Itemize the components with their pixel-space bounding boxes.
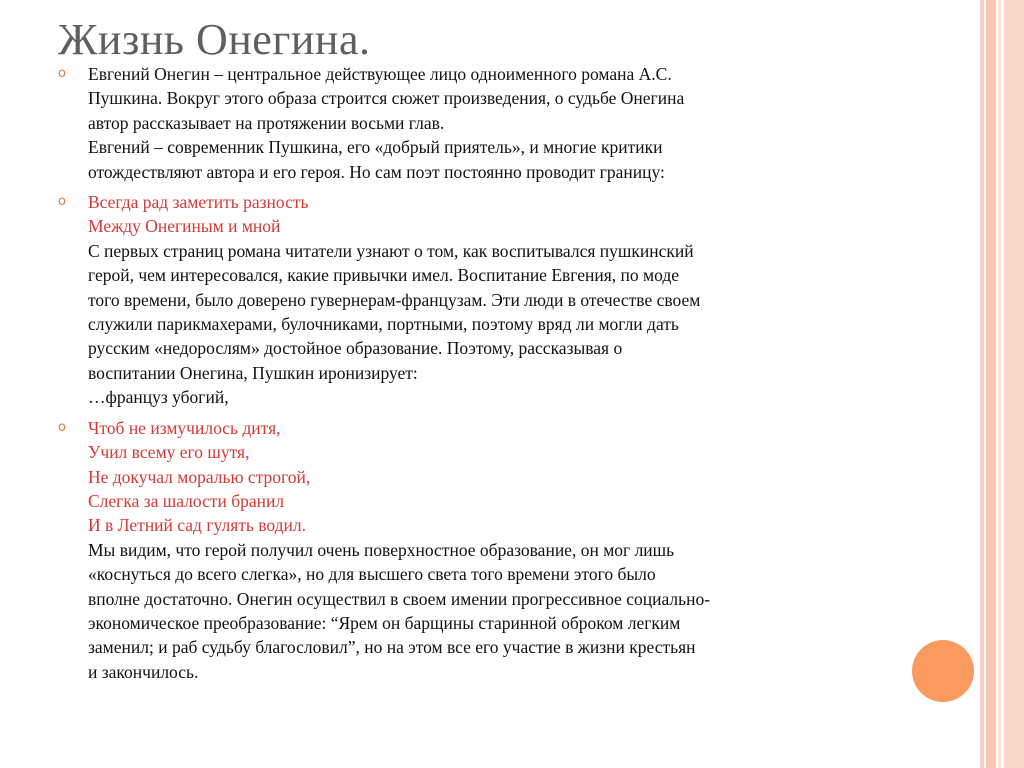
text-line: …француз убогий, [88,387,229,408]
text-line: С первых страниц романа читатели узнают о том, как воспитывался пушкинский [88,240,694,261]
text-line: Мы видим, что герой получил очень поверхностное образование, он мог лишь [88,539,675,560]
decorative-stripe [1004,0,1024,768]
quote-line: Слегка за шалости бранил [88,490,285,511]
text-line: автор рассказывает на протяжении восьми глав. [88,112,445,133]
text-line: Евгений – современник Пушкина, его «добрый приятель», и многие критики [88,137,663,158]
text-line: воспитании Онегина, Пушкин иронизирует: [88,362,418,383]
text-line: Евгений Онегин – центральное действующее лицо одноименного романа А.С. [88,64,672,84]
text-line: отождествляют автора и его героя. Но сам поэт постоянно проводит границу: [88,161,665,182]
decorative-stripe [980,0,984,768]
text-line: служили парикмахерами, булочниками, портными, поэтому вряд ли могли дать [88,314,679,335]
quote-line: И в Летний сад гулять водил. [88,515,307,536]
decorative-stripe [998,0,1001,768]
text-line: Пушкина. Вокруг этого образа строится сюжет произведения, о судьбе Онегина [88,88,685,109]
quote-line: Чтоб не измучилось дитя, [88,417,281,438]
text-line: и закончилось. [88,661,199,682]
bullet-paragraph [56,62,876,184]
text-line: заменил; и раб судьбу благословил”, но на этом все его участие в жизни крестьян [88,637,696,658]
text-line: экономическое преобразование: “Ярем он барщины старинной оброком легким [88,612,681,633]
quote-line: Между Онегиным и мной [88,216,281,237]
bullet-icon: o [58,194,66,210]
text-line: того времени, было доверено гувернерам-французам. Эти люди в отечестве своем [88,289,701,310]
quote-line: Не докучал моралью строгой, [88,466,311,487]
bullet-icon: o [58,66,66,81]
slide-title: Жизнь Онегина. [58,15,371,64]
decorative-circle [912,640,974,702]
bullet-paragraph [56,190,876,410]
quote-line: Учил всему его шутя, [88,442,250,463]
quote-line: Всегда рад заметить разность [88,192,309,213]
text-line: «коснуться до всего слегка», но для высшего света того времени этого было [88,564,656,585]
text-line: русским «недорослям» достойное образование. Поэтому, рассказывая о [88,338,623,359]
bullet-icon: o [58,419,66,435]
bullet-paragraph [56,416,876,684]
decorative-stripe [986,0,996,768]
slide-content [56,62,876,690]
text-line: герой, чем интересовался, какие привычки имел. Воспитание Евгения, по моде [88,265,680,286]
text-line: вполне достаточно. Онегин осуществил в своем имении прогрессивное социально- [88,588,711,609]
